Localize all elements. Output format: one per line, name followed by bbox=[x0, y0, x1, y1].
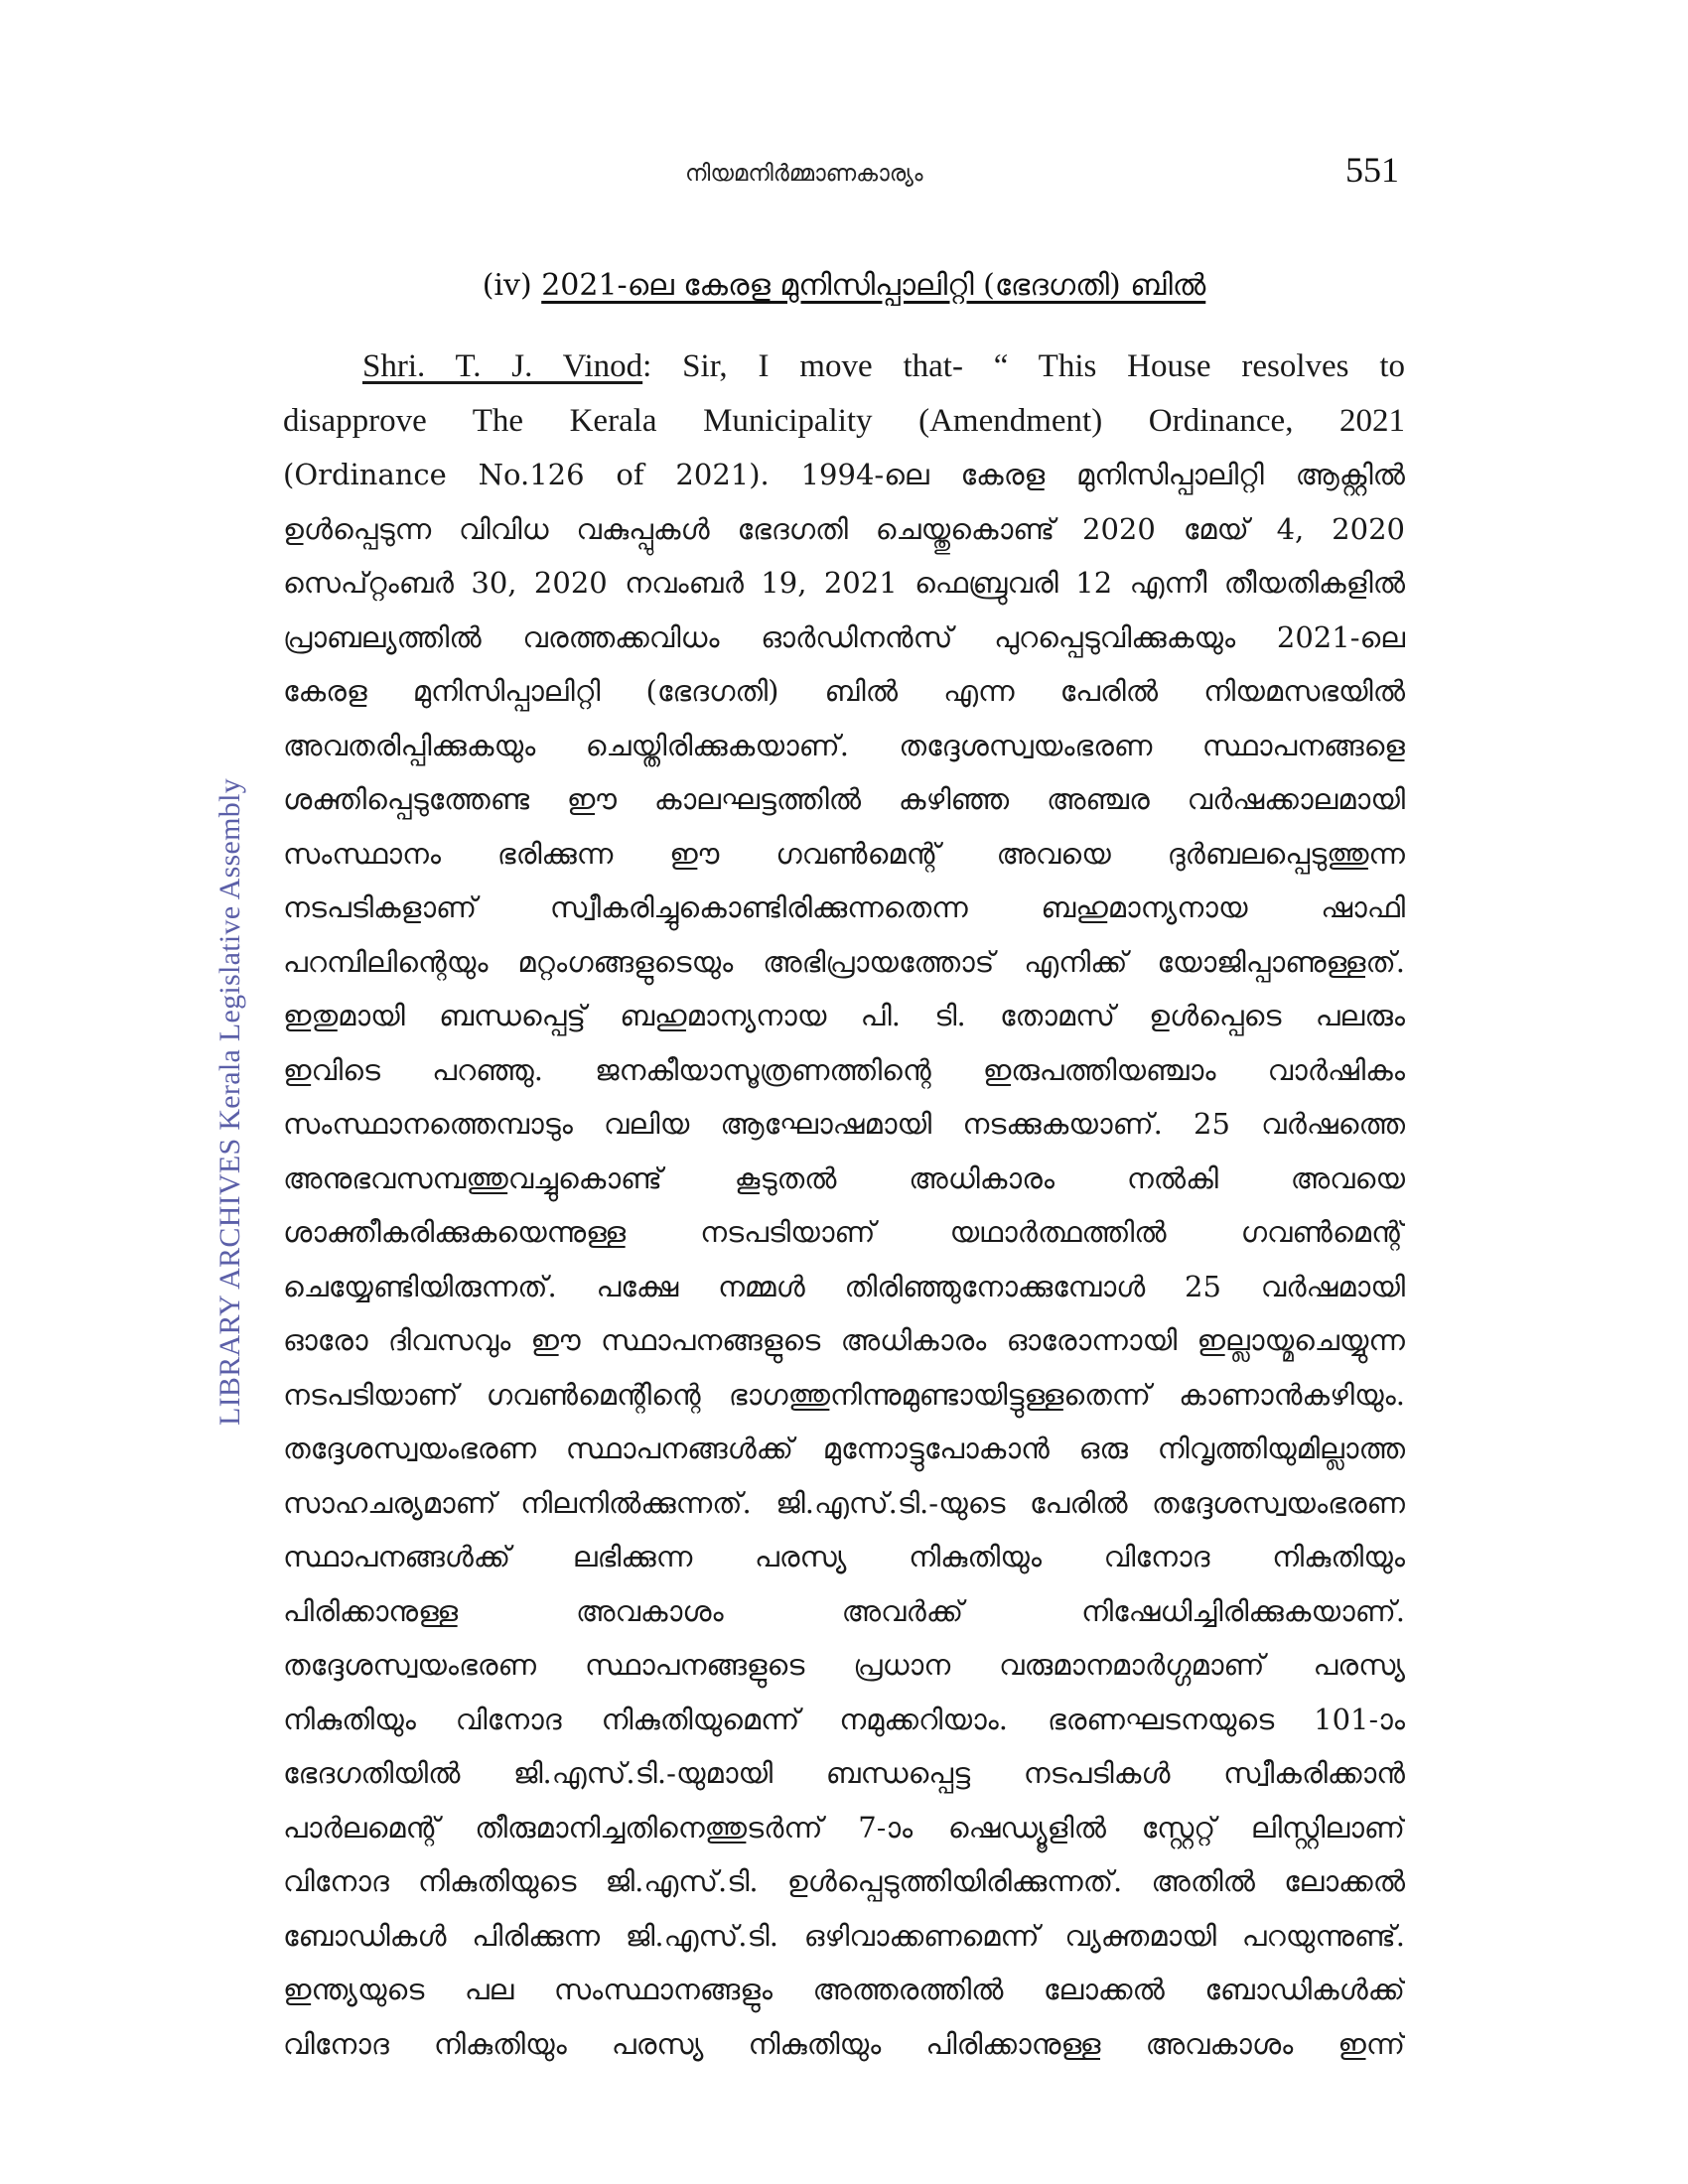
speech-line: ഭേദഗതിയിൽ ജി.എസ്.ടി.-യുമായി ബന്ധപ്പെട്ട നടപടികൾ സ്വീകരിക്കാൻ bbox=[283, 1756, 1405, 1790]
speech-line: സംസ്ഥാനം ഭരിക്കുന്ന ഈ ഗവൺമെന്റ് അവയെ ദുർബലപ്പെടുത്തുന്ന bbox=[283, 836, 1405, 871]
speech-line: അവതരിപ്പിക്കുകയും ചെയ്തിരിക്കുകയാണ്. തദ്ദേശസ്വയംഭരണ സ്ഥാപനങ്ങളെ bbox=[283, 728, 1405, 762]
speech-line: നടപടികളാണ് സ്വീകരിച്ചുകൊണ്ടിരിക്കുന്നതെന്ന ബഹുമാന്യനായ ഷാഫി bbox=[283, 890, 1405, 924]
speech-line: തദ്ദേശസ്വയംഭരണ സ്ഥാപനങ്ങളുടെ പ്രധാന വരുമാനമാർഗ്ഗമാണ് പരസ്യ bbox=[283, 1648, 1405, 1682]
speech-line: (Ordinance No.126 of 2021). 1994-ലെ കേരള മുനിസിപ്പാലിറ്റി ആക്റ്റിൽ bbox=[283, 458, 1405, 491]
speech-line: ഉൾപ്പെടുന്ന വിവിധ വകുപ്പുകൾ ഭേദഗതി ചെയ്തുകൊണ്ട് 2020 മേയ് 4, 2020 bbox=[283, 511, 1405, 546]
speech-line: പാർലമെന്റ് തീരുമാനിച്ചതിനെത്തുടർന്ന് 7-ാം ഷെഡ്യൂളിൽ സ്റ്റേറ്റ് ലിസ്റ്റിലാണ് bbox=[283, 1810, 1405, 1844]
section-heading bbox=[0, 268, 1688, 303]
speech-line: കേരള മുനിസിപ്പാലിറ്റി (ഭേദഗതി) ബിൽ എന്ന പേരിൽ നിയമസഭയിൽ bbox=[283, 674, 1405, 708]
speaker-name: Shri. T. J. Vinod bbox=[362, 348, 643, 384]
speech-line: disapprove The Kerala Municipality (Amendment) Ordinance, 2021 bbox=[283, 402, 1405, 439]
speech-line: പിരിക്കാനുള്ള അവകാശം അവർക്ക് നിഷേധിച്ചിരിക്കുകയാണ്. bbox=[283, 1593, 1405, 1628]
speech-line: ശക്തിപ്പെടുത്തേണ്ട ഈ കാലഘട്ടത്തിൽ കഴിഞ്ഞ അഞ്ചര വർഷക്കാലമായി bbox=[283, 782, 1405, 816]
speech-line: ഓരോ ദിവസവും ഈ സ്ഥാപനങ്ങളുടെ അധികാരം ഓരോന്നായി ഇല്ലായ്മചെയ്യുന്ന bbox=[283, 1323, 1405, 1357]
speech-line: ഇതുമായി ബന്ധപ്പെട്ട് ബഹുമാന്യനായ പി. ടി. തോമസ് ഉൾപ്പെടെ പലരും bbox=[283, 999, 1405, 1032]
speech-line: സാഹചര്യമാണ് നിലനിൽക്കുന്നത്. ജി.എസ്.ടി.-യുടെ പേരിൽ തദ്ദേശസ്വയംഭരണ bbox=[283, 1485, 1405, 1520]
speech-line: ഇന്ത്യയുടെ പല സംസ്ഥാനങ്ങളും അത്തരത്തിൽ ലോക്കൽ ബോഡികൾക്ക് bbox=[283, 1973, 1405, 2006]
speech-line: പ്രാബല്യത്തിൽ വരത്തക്കവിധം ഓർഡിനൻസ് പുറപ്പെടുവിക്കുകയും 2021-ലെ bbox=[283, 619, 1405, 654]
speech-line: ഇവിടെ പറഞ്ഞു. ജനകീയാസൂത്രണത്തിന്റെ ഇരുപത്തിയഞ്ചാം വാർഷികം bbox=[283, 1052, 1405, 1087]
speech-line: ചെയ്യേണ്ടിയിരുന്നത്. പക്ഷേ നമ്മൾ തിരിഞ്ഞുനോക്കുമ്പോൾ 25 വർഷമായി bbox=[283, 1269, 1405, 1303]
speech-line: സ്ഥാപനങ്ങൾക്ക് ലഭിക്കുന്ന പരസ്യ നികുതിയും വിനോദ നികുതിയും bbox=[283, 1540, 1405, 1573]
speech-line: ബോഡികൾ പിരിക്കുന്ന ജി.എസ്.ടി. ഒഴിവാക്കണമെന്ന് വ്യക്തമായി പറയുന്നുണ്ട്. bbox=[283, 1918, 1405, 1953]
speech-line: പറമ്പിലിന്റെയും മറ്റംഗങ്ങളുടെയും അഭിപ്രായത്തോട് എനിക്ക് യോജിപ്പാണുള്ളത്. bbox=[283, 944, 1405, 979]
speech-line-text: : Sir, I move that- “ This House resolves to bbox=[642, 348, 1405, 384]
section-title: 2021-ലെ കേരള മുനിസിപ്പാലിറ്റി (ഭേദഗതി) ബിൽ bbox=[541, 268, 1206, 303]
speech-line: വിനോദ നികുതിയും പരസ്യ നികുതിയും പിരിക്കാനുള്ള അവകാശം ഇന്ന് bbox=[283, 2026, 1405, 2061]
speech-line: തദ്ദേശസ്വയംഭരണ സ്ഥാപനങ്ങൾക്ക് മുന്നോട്ടുപോകാൻ ഒരു നിവൃത്തിയുമില്ലാത്ത bbox=[283, 1432, 1405, 1465]
speech-line: അനുഭവസമ്പത്തുവച്ചുകൊണ്ട് കൂടുതൽ അധികാരം നൽകി അവയെ bbox=[283, 1160, 1405, 1195]
speech-body bbox=[283, 340, 1405, 2071]
speech-line: വിനോദ നികുതിയുടെ ജി.എസ്.ടി. ഉൾപ്പെടുത്തിയിരിക്കുന്നത്. അതിൽ ലോക്കൽ bbox=[283, 1864, 1405, 1898]
speech-line: സംസ്ഥാനത്തെമ്പാടും വലിയ ആഘോഷമായി നടക്കുകയാണ്. 25 വർഷത്തെ bbox=[283, 1107, 1405, 1141]
page-number: 551 bbox=[1345, 150, 1399, 190]
speech-line: നികുതിയും വിനോദ നികുതിയുമെന്ന് നമുക്കറിയാം. ഭരണഘടനയുടെ 101-ാം bbox=[283, 1702, 1405, 1736]
speech-line: സെപ്റ്റംബർ 30, 2020 നവംബർ 19, 2021 ഫെബ്രുവരി 12 എന്നീ തീയതികളിൽ bbox=[283, 566, 1405, 600]
library-archives-watermark: LIBRARY ARCHIVES Kerala Legislative Assembly bbox=[213, 777, 246, 1427]
speech-line: ശാക്തീകരിക്കുകയെന്നുള്ള നടപടിയാണ് യഥാർത്ഥത്തിൽ ഗവൺമെന്റ് bbox=[283, 1215, 1405, 1249]
page-header bbox=[0, 149, 1688, 199]
running-title: നിയമനിർമ്മാണകാര്യം bbox=[685, 161, 923, 187]
section-number: (iv) bbox=[482, 268, 542, 303]
speech-line: നടപടിയാണ് ഗവൺമെന്റിന്റെ ഭാഗത്തുനിന്നുമുണ്ടായിട്ടുള്ളതെന്ന് കാണാൻകഴിയും. bbox=[283, 1377, 1405, 1412]
speech-line bbox=[283, 340, 1405, 394]
